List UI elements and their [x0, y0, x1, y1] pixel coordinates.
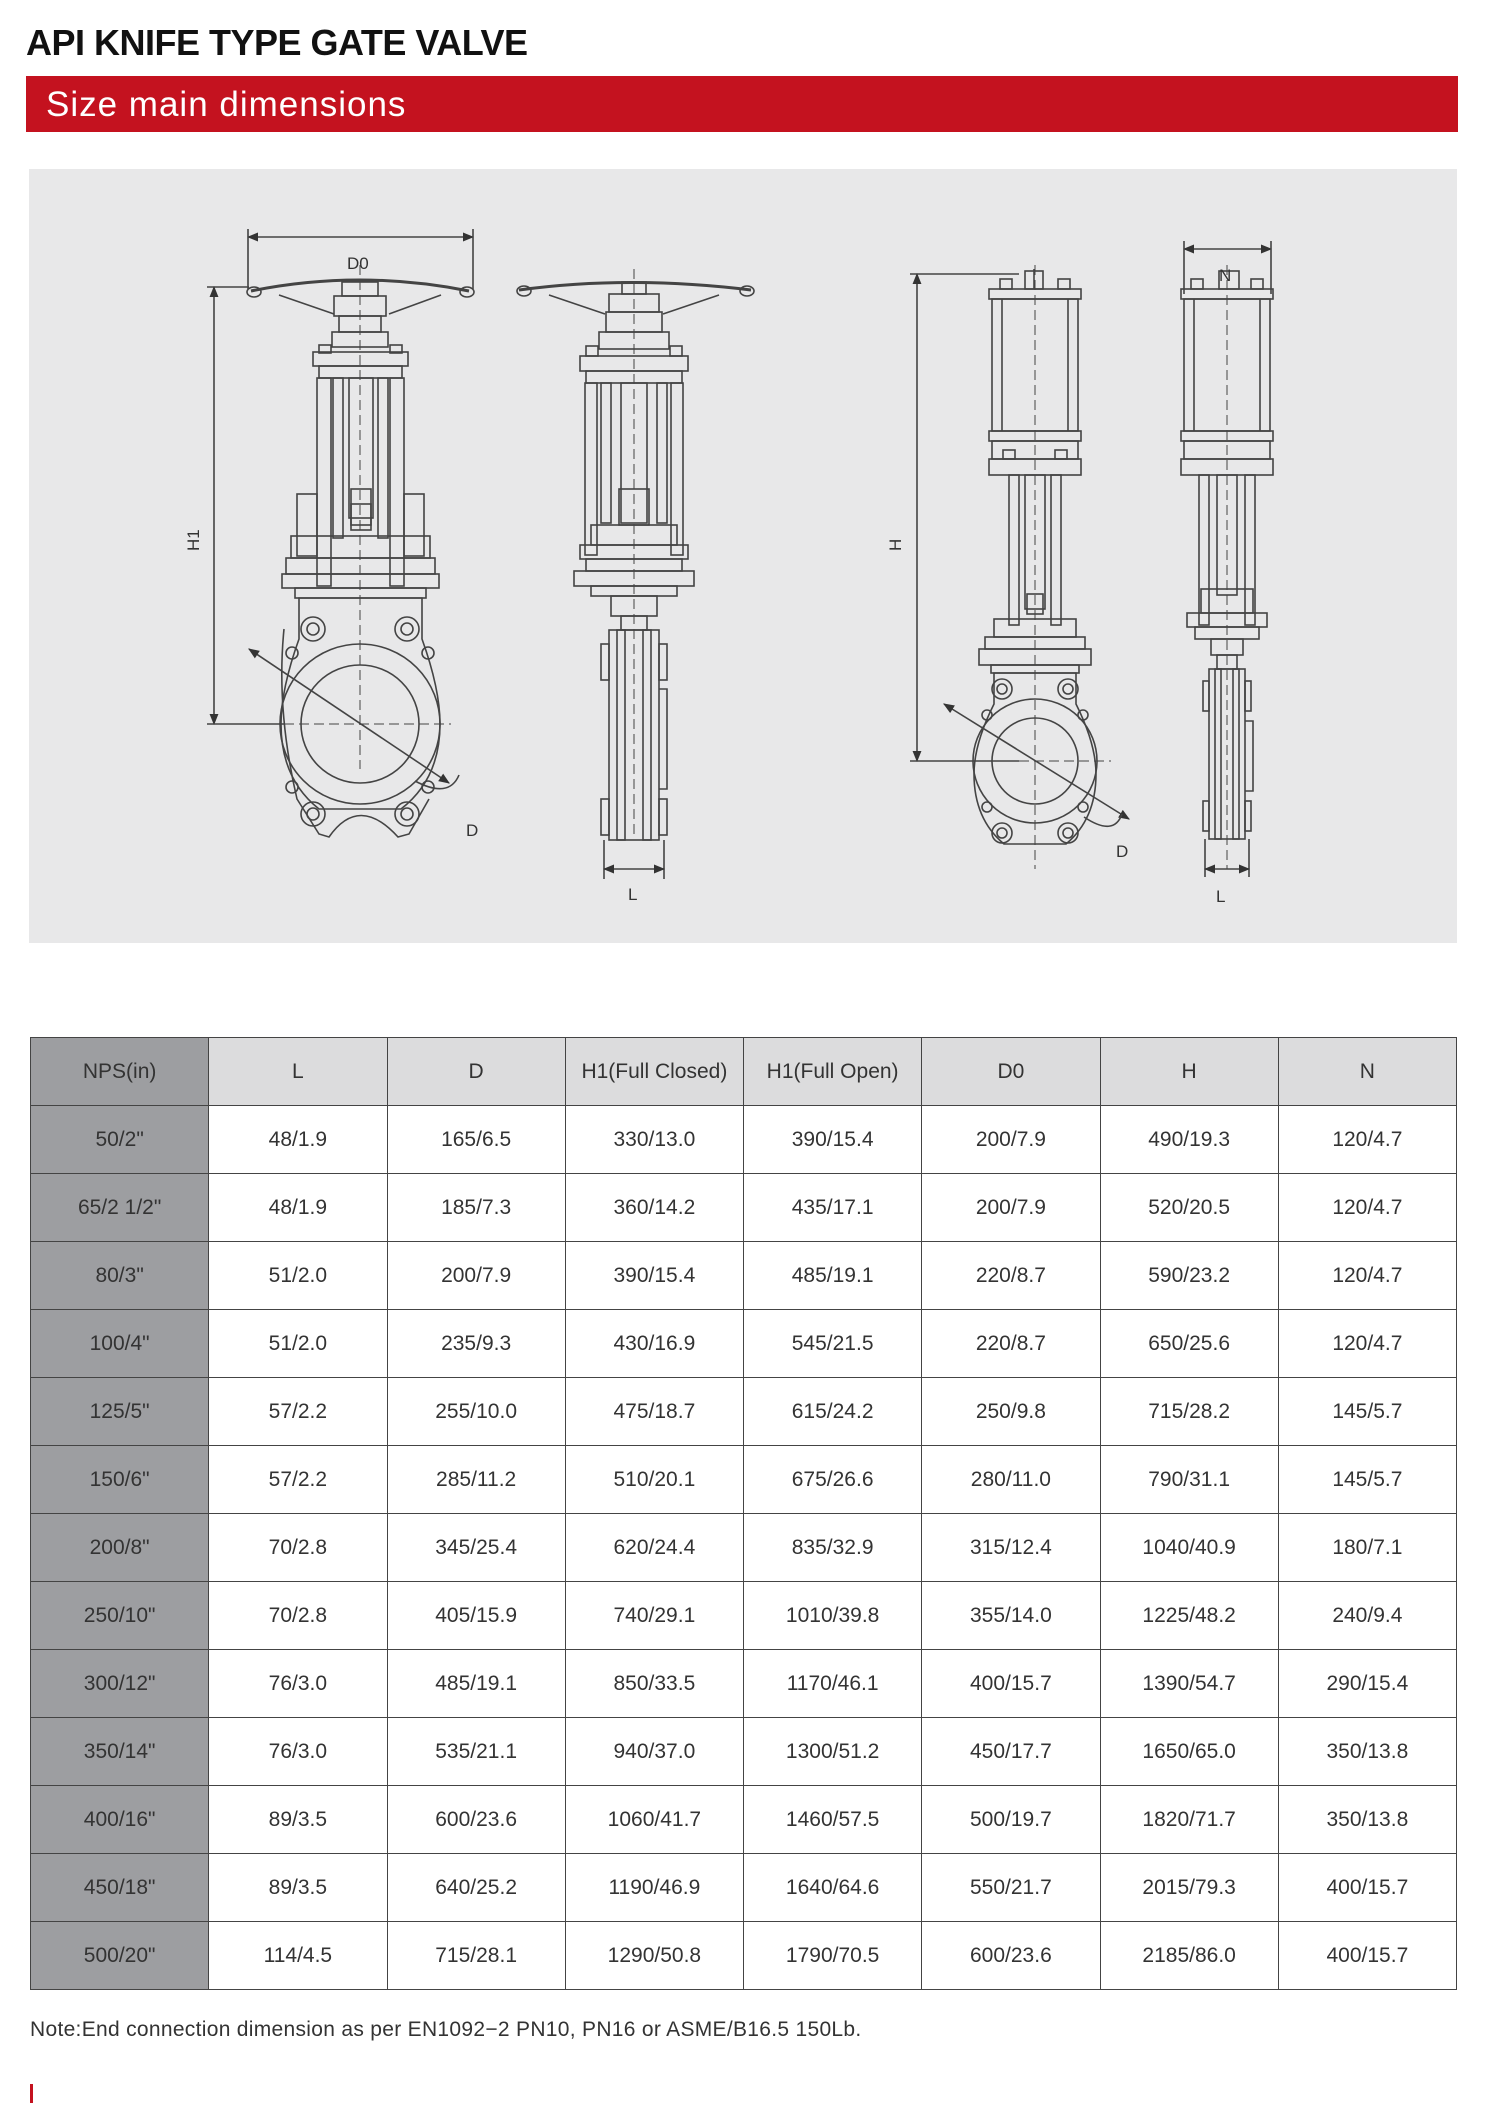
table-cell: 620/24.4 — [565, 1514, 743, 1582]
table-cell: 1040/40.9 — [1100, 1514, 1278, 1582]
table-cell: 615/24.2 — [744, 1378, 922, 1446]
table-cell: 940/37.0 — [565, 1718, 743, 1786]
table-cell: 1290/50.8 — [565, 1922, 743, 1990]
table-cell: 600/23.6 — [922, 1922, 1100, 1990]
table-cell: 89/3.5 — [209, 1854, 387, 1922]
pneumatic-valve-front-view — [910, 265, 1129, 869]
table-cell: 405/15.9 — [387, 1582, 565, 1650]
table-cell: 2185/86.0 — [1100, 1922, 1278, 1990]
table-cell: 145/5.7 — [1278, 1378, 1456, 1446]
table-cell: 390/15.4 — [744, 1106, 922, 1174]
table-cell: 145/5.7 — [1278, 1446, 1456, 1514]
table-cell: 355/14.0 — [922, 1582, 1100, 1650]
table-cell: 500/19.7 — [922, 1786, 1100, 1854]
header-n: N — [1278, 1038, 1456, 1106]
table-cell: 48/1.9 — [209, 1174, 387, 1242]
header-h1-closed: H1(Full Closed) — [565, 1038, 743, 1106]
table-cell-nps: 100/4" — [31, 1310, 209, 1378]
pneumatic-valve-side-view — [1181, 241, 1273, 877]
table-cell: 1170/46.1 — [744, 1650, 922, 1718]
table-cell: 200/7.9 — [922, 1174, 1100, 1242]
table-cell: 400/15.7 — [922, 1650, 1100, 1718]
table-cell: 590/23.2 — [1100, 1242, 1278, 1310]
valve-drawings — [29, 169, 1457, 943]
table-cell: 1300/51.2 — [744, 1718, 922, 1786]
table-cell-nps: 350/14" — [31, 1718, 209, 1786]
table-cell: 330/13.0 — [565, 1106, 743, 1174]
table-cell: 57/2.2 — [209, 1378, 387, 1446]
table-cell: 51/2.0 — [209, 1310, 387, 1378]
handwheel-valve-front-view — [207, 229, 474, 837]
table-header-row — [31, 1038, 1457, 1106]
table-row — [31, 1310, 1457, 1378]
table-row — [31, 1922, 1457, 1990]
table-cell: 70/2.8 — [209, 1514, 387, 1582]
table-cell-nps: 150/6" — [31, 1446, 209, 1514]
table-cell: 1640/64.6 — [744, 1854, 922, 1922]
table-cell: 345/25.4 — [387, 1514, 565, 1582]
table-cell: 280/11.0 — [922, 1446, 1100, 1514]
table-cell: 48/1.9 — [209, 1106, 387, 1174]
header-l: L — [209, 1038, 387, 1106]
table-row — [31, 1378, 1457, 1446]
table-cell-nps: 450/18" — [31, 1854, 209, 1922]
label-d0: D0 — [347, 254, 369, 273]
label-h: H — [886, 538, 905, 551]
table-cell: 1390/54.7 — [1100, 1650, 1278, 1718]
table-cell: 740/29.1 — [565, 1582, 743, 1650]
table-row — [31, 1174, 1457, 1242]
table-cell-nps: 400/16" — [31, 1786, 209, 1854]
section-banner — [26, 76, 1458, 132]
table-cell: 57/2.2 — [209, 1446, 387, 1514]
table-cell: 715/28.2 — [1100, 1378, 1278, 1446]
label-l-right: L — [1216, 887, 1226, 906]
table-cell: 120/4.7 — [1278, 1242, 1456, 1310]
table-cell-nps: 65/2 1/2" — [31, 1174, 209, 1242]
table-cell-nps: 500/20" — [31, 1922, 209, 1990]
table-cell: 114/4.5 — [209, 1922, 387, 1990]
dimensions-table — [30, 1037, 1457, 1990]
table-cell: 1650/65.0 — [1100, 1718, 1278, 1786]
table-cell: 315/12.4 — [922, 1514, 1100, 1582]
table-cell: 790/31.1 — [1100, 1446, 1278, 1514]
table-cell: 850/33.5 — [565, 1650, 743, 1718]
table-cell: 200/7.9 — [922, 1106, 1100, 1174]
table-cell: 485/19.1 — [744, 1242, 922, 1310]
table-cell: 545/21.5 — [744, 1310, 922, 1378]
table-row — [31, 1854, 1457, 1922]
table-cell: 510/20.1 — [565, 1446, 743, 1514]
table-cell: 220/8.7 — [922, 1310, 1100, 1378]
table-row — [31, 1718, 1457, 1786]
table-cell: 235/9.3 — [387, 1310, 565, 1378]
table-cell: 490/19.3 — [1100, 1106, 1278, 1174]
table-body — [31, 1106, 1457, 1990]
table-cell: 400/15.7 — [1278, 1854, 1456, 1922]
table-cell: 285/11.2 — [387, 1446, 565, 1514]
table-cell-nps: 300/12" — [31, 1650, 209, 1718]
valve-drawing-panel — [29, 169, 1457, 943]
header-nps: NPS(in) — [31, 1038, 209, 1106]
table-cell: 475/18.7 — [565, 1378, 743, 1446]
header-h1-open: H1(Full Open) — [744, 1038, 922, 1106]
header-d: D — [387, 1038, 565, 1106]
table-cell: 51/2.0 — [209, 1242, 387, 1310]
label-l-left: L — [628, 885, 638, 904]
table-row — [31, 1106, 1457, 1174]
table-row — [31, 1582, 1457, 1650]
page-title: API KNIFE TYPE GATE VALVE — [26, 22, 528, 63]
table-cell: 400/15.7 — [1278, 1922, 1456, 1990]
table-cell: 1190/46.9 — [565, 1854, 743, 1922]
table-cell: 250/9.8 — [922, 1378, 1100, 1446]
table-cell: 120/4.7 — [1278, 1106, 1456, 1174]
table-cell: 435/17.1 — [744, 1174, 922, 1242]
header-h: H — [1100, 1038, 1278, 1106]
table-cell: 1060/41.7 — [565, 1786, 743, 1854]
table-row — [31, 1242, 1457, 1310]
table-cell: 290/15.4 — [1278, 1650, 1456, 1718]
table-cell: 120/4.7 — [1278, 1174, 1456, 1242]
table-cell: 180/7.1 — [1278, 1514, 1456, 1582]
table-cell: 240/9.4 — [1278, 1582, 1456, 1650]
table-cell: 1010/39.8 — [744, 1582, 922, 1650]
table-cell-nps: 250/10" — [31, 1582, 209, 1650]
table-row — [31, 1514, 1457, 1582]
table-cell: 360/14.2 — [565, 1174, 743, 1242]
table-cell: 1790/70.5 — [744, 1922, 922, 1990]
table-cell: 1460/57.5 — [744, 1786, 922, 1854]
table-cell-nps: 50/2" — [31, 1106, 209, 1174]
page-marker — [30, 2084, 33, 2103]
table-cell: 89/3.5 — [209, 1786, 387, 1854]
table-cell: 76/3.0 — [209, 1718, 387, 1786]
table-cell: 650/25.6 — [1100, 1310, 1278, 1378]
label-d-right: D — [1116, 842, 1129, 861]
table-cell-nps: 200/8" — [31, 1514, 209, 1582]
label-d-left: D — [466, 821, 479, 840]
table-cell: 550/21.7 — [922, 1854, 1100, 1922]
table-cell: 350/13.8 — [1278, 1718, 1456, 1786]
footnote: Note:End connection dimension as per EN1092−2 PN10, PN16 or ASME/B16.5 150Lb. — [30, 2018, 862, 2041]
table-cell: 1820/71.7 — [1100, 1786, 1278, 1854]
table-cell: 120/4.7 — [1278, 1310, 1456, 1378]
table-cell: 450/17.7 — [922, 1718, 1100, 1786]
table-cell-nps: 80/3" — [31, 1242, 209, 1310]
table-cell-nps: 125/5" — [31, 1378, 209, 1446]
table-cell: 390/15.4 — [565, 1242, 743, 1310]
table-cell: 600/23.6 — [387, 1786, 565, 1854]
table-cell: 715/28.1 — [387, 1922, 565, 1990]
table-cell: 485/19.1 — [387, 1650, 565, 1718]
table-cell: 2015/79.3 — [1100, 1854, 1278, 1922]
section-banner-text: Size main dimensions — [46, 85, 407, 124]
table-cell: 1225/48.2 — [1100, 1582, 1278, 1650]
table-cell: 640/25.2 — [387, 1854, 565, 1922]
table-cell: 200/7.9 — [387, 1242, 565, 1310]
table-cell: 835/32.9 — [744, 1514, 922, 1582]
table-cell: 675/26.6 — [744, 1446, 922, 1514]
table-cell: 350/13.8 — [1278, 1786, 1456, 1854]
table-cell: 255/10.0 — [387, 1378, 565, 1446]
table-cell: 535/21.1 — [387, 1718, 565, 1786]
table-row — [31, 1446, 1457, 1514]
table-cell: 76/3.0 — [209, 1650, 387, 1718]
table-cell: 165/6.5 — [387, 1106, 565, 1174]
table-cell: 520/20.5 — [1100, 1174, 1278, 1242]
header-d0: D0 — [922, 1038, 1100, 1106]
table-cell: 430/16.9 — [565, 1310, 743, 1378]
label-n: N — [1219, 266, 1232, 285]
table-cell: 220/8.7 — [922, 1242, 1100, 1310]
handwheel-valve-side-view — [517, 269, 754, 879]
table-cell: 70/2.8 — [209, 1582, 387, 1650]
table-row — [31, 1786, 1457, 1854]
table-cell: 185/7.3 — [387, 1174, 565, 1242]
label-h1: H1 — [184, 529, 203, 551]
table-row — [31, 1650, 1457, 1718]
